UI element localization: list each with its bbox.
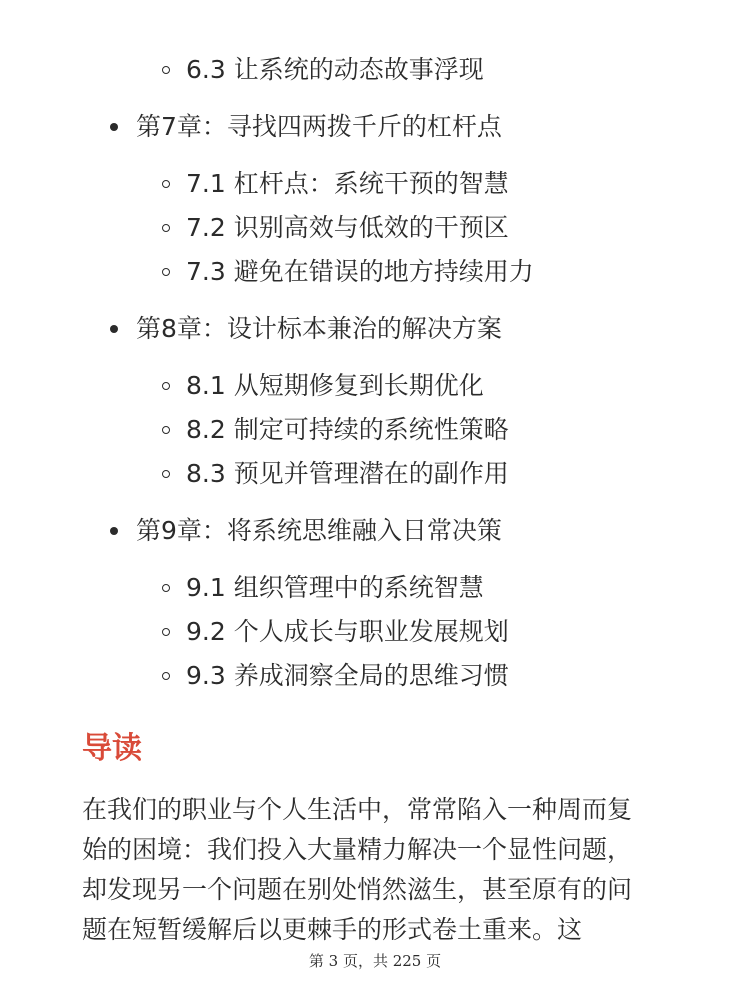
toc-chapter-9[interactable] [110,516,502,546]
page-number-footer: 第 3 页，共 225 页 [308,952,442,970]
toc-section-8-1[interactable] [162,371,484,401]
intro-line: 在我们的职业与个人生活中，常常陷入一种周而复 [82,795,633,824]
toc-section-9-3[interactable] [162,661,509,691]
intro-heading: 导读 [82,731,142,766]
toc-chapter-8[interactable] [110,314,502,344]
circle-bullet-icon [162,268,170,276]
disc-bullet-icon [110,123,118,131]
toc-item-text: 第9章：将系统思维融入日常决策 [136,516,502,545]
toc-item-text: 6.3 让系统的动态故事浮现 [186,55,484,84]
circle-bullet-icon [162,382,170,390]
toc-section-9-1[interactable] [162,573,484,603]
toc-section-7-3[interactable] [162,257,534,287]
toc-item-text: 8.3 预见并管理潜在的副作用 [186,459,509,488]
toc-item-text: 7.1 杠杆点：系统干预的智慧 [186,169,509,198]
circle-bullet-icon [162,426,170,434]
toc-item-text: 8.1 从短期修复到长期优化 [186,371,484,400]
toc-section-9-2[interactable] [162,617,509,647]
disc-bullet-icon [110,325,118,333]
toc-item-text: 7.3 避免在错误的地方持续用力 [186,257,534,286]
circle-bullet-icon [162,470,170,478]
intro-paragraph [82,790,672,950]
intro-line: 始的困境：我们投入大量精力解决一个显性问题， [82,835,633,864]
circle-bullet-icon [162,628,170,636]
toc-chapter-7[interactable] [110,112,502,142]
intro-line: 却发现另一个问题在别处悄然滋生，甚至原有的问 [82,875,633,904]
toc-section-8-2[interactable] [162,415,509,445]
circle-bullet-icon [162,672,170,680]
circle-bullet-icon [162,66,170,74]
toc-section-6-3[interactable] [162,55,484,85]
toc-item-text: 7.2 识别高效与低效的干预区 [186,213,509,242]
disc-bullet-icon [110,527,118,535]
intro-line: 题在短暂缓解后以更棘手的形式卷土重来。这 [82,915,583,944]
circle-bullet-icon [162,584,170,592]
toc-section-8-3[interactable] [162,459,509,489]
toc-item-text: 第7章：寻找四两拨千斤的杠杆点 [136,112,502,141]
toc-item-text: 9.1 组织管理中的系统智慧 [186,573,484,602]
toc-section-7-1[interactable] [162,169,509,199]
circle-bullet-icon [162,224,170,232]
toc-item-text: 9.2 个人成长与职业发展规划 [186,617,509,646]
circle-bullet-icon [162,180,170,188]
toc-section-7-2[interactable] [162,213,509,243]
toc-item-text: 8.2 制定可持续的系统性策略 [186,415,509,444]
toc-item-text: 9.3 养成洞察全局的思维习惯 [186,661,509,690]
toc-item-text: 第8章：设计标本兼治的解决方案 [136,314,502,343]
